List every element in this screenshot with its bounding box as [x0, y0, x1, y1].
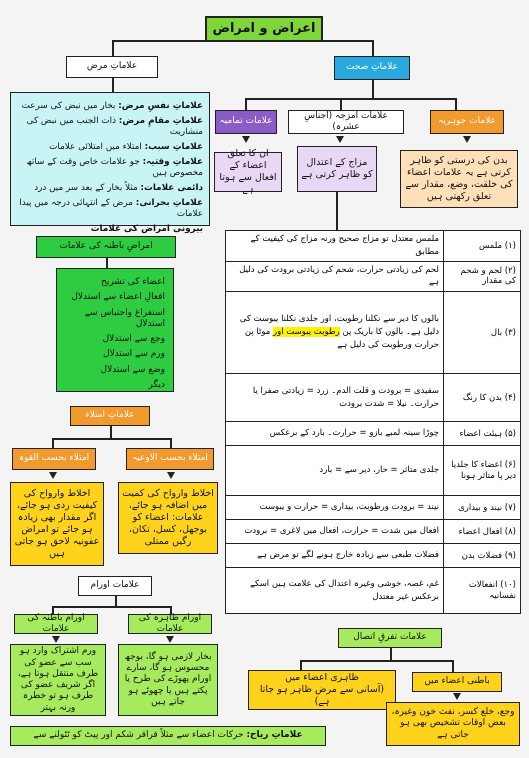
row-description: لحم کی زیادتی حرارت، شحم کی زیادتی برودت کی دلیل ہے: [226, 261, 444, 292]
row-name: (۲) لحم و شحم کی مقدار: [444, 261, 521, 292]
tafarruq-batin-header: باطنی اعضاء میں: [412, 672, 502, 692]
connector: [390, 648, 392, 660]
page-title: اعراض و امراض: [205, 16, 323, 42]
jauhariya-description: بدن کی درستی کو ظاہر کرتی ہے یہ علامات اعضاء کی خلقت، وضع، مقدار سے تعلق رکھتی ہیں: [400, 150, 518, 208]
connector: [52, 438, 170, 440]
connector: [112, 40, 372, 42]
connector: [372, 80, 374, 98]
arrow: [49, 472, 57, 479]
connector: [452, 660, 454, 672]
internal-diseases-list: [56, 268, 174, 392]
connector: [245, 98, 247, 110]
connector: [112, 40, 114, 56]
jauhariya-header: علامات جوہریہ: [430, 110, 504, 134]
imtila-quwwa-header: امتلاء بحسب القوہ: [12, 448, 96, 470]
arrow: [52, 636, 60, 643]
row-name: (۳) بال: [444, 292, 521, 374]
auram-zahira-description: بخار لازمی ہو گا، بوجھ محسوس ہو گا، سارے اورام پھوڑے کی طرح یا پکتے ہیں یا چھوٹے ہو جاتے ہیں: [118, 644, 218, 716]
auram-header: علامات اورام: [78, 576, 152, 596]
table-row: [226, 520, 521, 544]
disease-sign-item: علاماتِ مقامِ مرض: ذات الجنب میں نبض کی منشاریت: [26, 115, 203, 137]
row-description: سفیدی = برودت و قلت الدم۔ زرد = زیادتی صفرا یا حرارت۔ نیلا = شدت برودت: [226, 374, 444, 422]
connector: [300, 660, 302, 670]
connector: [115, 596, 117, 606]
list-item: استفراغ واحتباس سے استدلال: [84, 307, 165, 329]
table-row: [226, 374, 521, 422]
disease-sign-item: دائمی علامات: مثلاً بخار کے بعد سر میں درد: [34, 182, 203, 193]
list-item: افعالِ اعضاء سے استدلال: [71, 292, 165, 303]
disease-sign-item: علاماتِ نفسِ مرض: بخار میں نبض کی سرعت: [21, 101, 203, 111]
imtila-quwwa-description: اخلاط وارواح کی کیفیت ردی ہو جائے، اگر مقدار بھی زیادہ ہو جائے تو امراض عفونیہ لاحق ہو جاتی ہیں: [10, 482, 104, 566]
tafarruq-batin-description: وجع، خلع کسر، نفث خون وغیرہ، بعض اوقات تشخیص بھی ہو جاتی ہے: [386, 702, 520, 746]
row-description: بالوں کا دیر سے نکلنا رطوبت، اور جلدی نکلنا یبوست کی دلیل ہے۔ بالوں کا باریک پن رطوبت یبوست اور موٹا پن حرارت ورطوبت کی دلیل ہے: [226, 292, 444, 374]
disease-sign-item: علاماتِ سبب: امتلاء میں امتلائی علامات: [49, 141, 203, 152]
connector: [110, 426, 112, 438]
tamamiya-header: علامات تمامیہ: [215, 110, 277, 134]
connector: [372, 40, 374, 56]
table-row: [226, 568, 521, 614]
disease-sign-item: بیرونی امراض کی علامات: [90, 223, 203, 234]
arrow: [336, 136, 344, 143]
list-item: وجع سے استدلال: [102, 334, 165, 344]
connector: [300, 660, 452, 662]
connector: [170, 438, 172, 448]
row-description: ملمس معتدل تو مزاج صحیح ورنہ مزاج کی کیفیت کے مطابق: [226, 231, 444, 262]
disease-sign-item: علاماتِ وقتیہ: جو علامات خاص وقت کے ساتھ مخصوص ہیں: [26, 156, 203, 178]
tamamiya-description: ان کا تعلق اعضاء کے افعال سے ہوتا ہے: [214, 152, 282, 192]
table-row: [226, 261, 521, 292]
connector: [112, 78, 114, 92]
riyah-signs: علاماتِ ریاح: حرکات اعضاء سے مثلاً قراقر شکم اور پیٹ کو ٹٹولنے سے: [10, 726, 326, 746]
row-name: (۸) افعال اعضاء: [444, 520, 521, 544]
tafarruq-zahir-label: ظاہری اعضاء میں: [285, 672, 359, 684]
disease-sign-item: علاماتِ بحرانی: مرض کے انتہائی درجہ میں پیدا علامات: [19, 197, 203, 219]
list-item: دیگر: [148, 379, 165, 390]
connector: [52, 606, 170, 608]
tafarruq-zahir-box: [248, 670, 396, 710]
table-row: [226, 544, 521, 568]
connector: [336, 192, 338, 230]
amzija-description: مزاج کے اعتدال کو ظاہر کرتی ہے: [297, 146, 377, 192]
table-row: [226, 422, 521, 446]
row-description: فضلات طبعی سے زیادہ خارج ہونے لگے تو مرض ہے: [226, 544, 444, 568]
row-description: نیند = برودت ورطوبت، بیداری = حرارت و یبوست: [226, 496, 444, 520]
row-name: (۱۰) انفعالات نفسانیہ: [444, 568, 521, 614]
table-row: [226, 231, 521, 262]
row-name: (۴) بدن کا رنگ: [444, 374, 521, 422]
row-name: (۱) ملمس: [444, 231, 521, 262]
disease-signs-box: [10, 92, 210, 234]
row-name: (۵) ہیئت اعضاء: [444, 422, 521, 446]
disease-signs-header: علاماتِ مرض: [66, 56, 158, 78]
connector: [106, 258, 108, 268]
auram-batina-description: ورم اشتراک وارد ہو سب سے عضو کی طرف منتقل ہوتا ہے، اگر شریف عضو کی طرف ہو تو خطرہ ورنہ بہتر: [10, 644, 106, 716]
connector: [52, 438, 54, 448]
health-signs-header: علاماتِ صحت: [334, 56, 410, 80]
internal-diseases-header: امراضِ باطنہ کی علامات: [36, 236, 176, 258]
imtila-header: علاماتِ امتلاء: [70, 406, 150, 426]
connector: [245, 98, 455, 100]
health-signs-table: [225, 230, 521, 614]
auram-batina-header: اورام باطنہ کی علامات: [14, 614, 98, 634]
tafarruq-header: علامات تفرقِ اتصال: [338, 628, 442, 648]
table-row: [226, 292, 521, 374]
connector: [340, 98, 342, 110]
row-name: (۹) فضلات بدن: [444, 544, 521, 568]
row-description: جلدی متاثر = حار، دیر سے = بارد: [226, 446, 444, 496]
list-item: اعضاء کی تشریح: [101, 277, 165, 287]
row-description: افعال میں شدت = حرارت، افعال میں لاغری = برودت: [226, 520, 444, 544]
arrow: [453, 693, 461, 700]
list-item: ورم سے استدلال: [103, 349, 165, 360]
table-row: [226, 446, 521, 496]
row-description: غم، غصہ، خوشی وغیرہ اعتدال کی علامت ہیں اسکے برعکس غیر معتدل: [226, 568, 444, 614]
arrow: [242, 136, 250, 143]
row-name: (۶) اعضاء کا جلدیا دیر پا متاثر ہونا: [444, 446, 521, 496]
arrow: [167, 472, 175, 479]
arrow: [463, 136, 471, 143]
connector: [455, 98, 457, 110]
highlighted-text: رطوبت یبوست اور: [273, 327, 340, 338]
tafarruq-zahir-description: (آسانی سے مرض ظاہر ہو جاتا ہے): [259, 684, 385, 707]
auram-zahira-header: اورام ظاہرہ کی علامات: [128, 614, 212, 634]
imtila-aiya-header: امتلاء بحسب الاوعیہ: [126, 448, 214, 470]
table-row: [226, 496, 521, 520]
arrow: [166, 636, 174, 643]
amzija-header: علامات امزجہ (اجناسِ عشرہ): [288, 110, 404, 134]
row-name: (۷) نیند و بیداری: [444, 496, 521, 520]
imtila-aiya-description: اخلاط وارواح کی کمیت میں اضافہ ہو جائے، علامات: اعضاء کو بوجھل، کسل، تکان، رگیں ممتلی: [118, 482, 218, 554]
list-item: وضع سے استدلال: [100, 364, 165, 375]
row-description: چوڑا سینہ لمبے بازو = حرارت۔ بارد کے برعکس: [226, 422, 444, 446]
